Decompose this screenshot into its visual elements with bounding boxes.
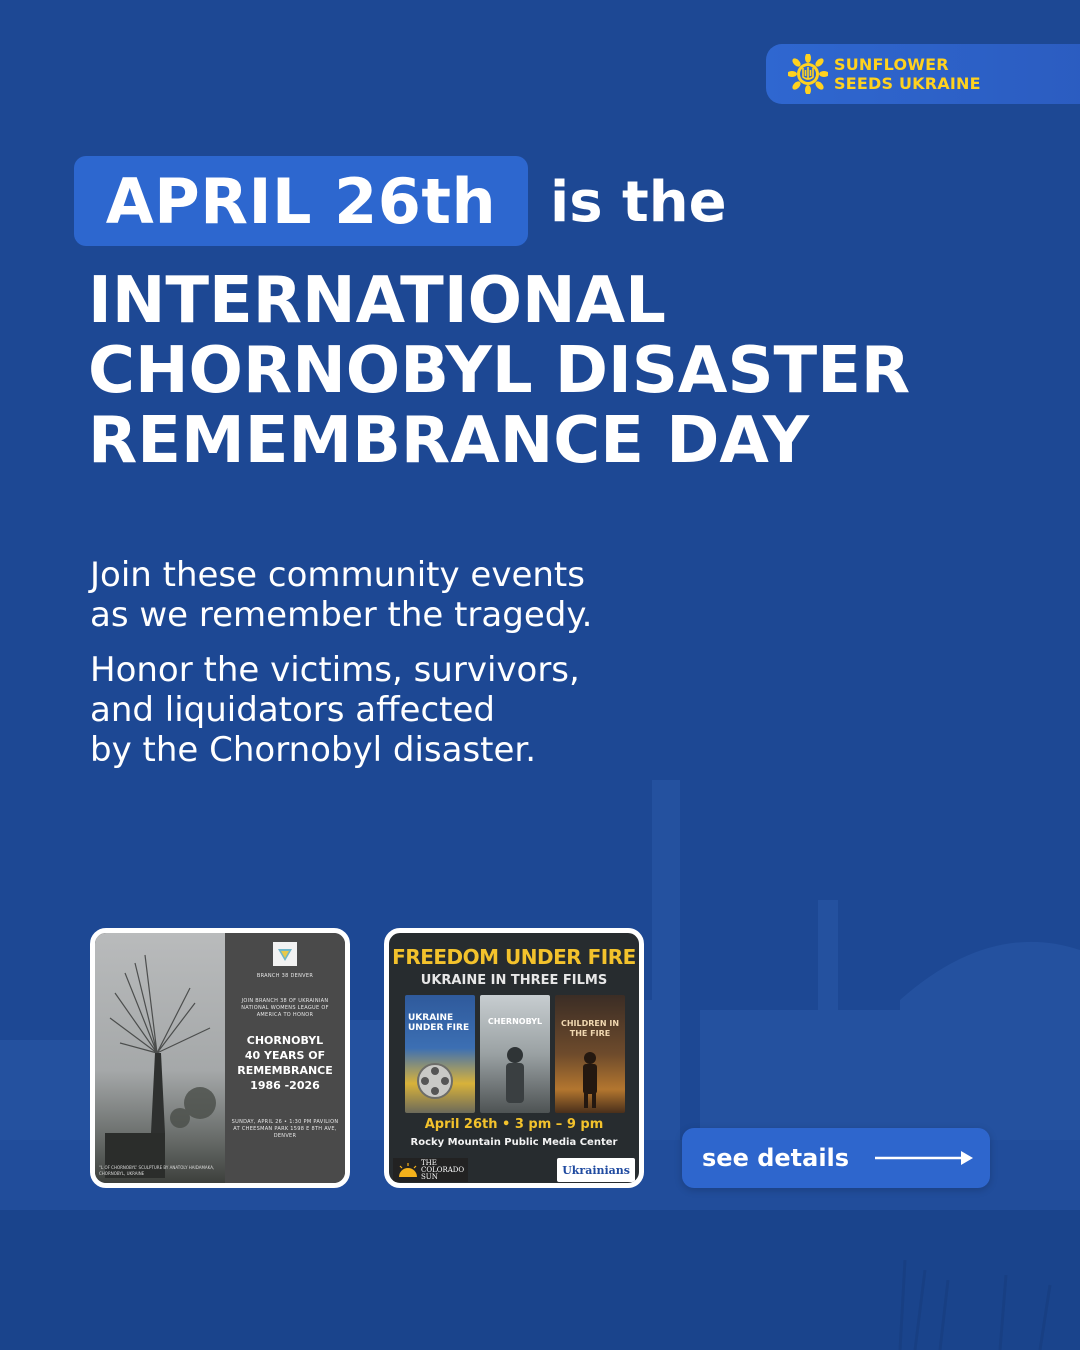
ukrainians-wordmark: Ukrainians bbox=[562, 1163, 630, 1177]
see-details-button[interactable] bbox=[682, 1128, 990, 1188]
film-title-3: CHILDREN IN THE FIRE bbox=[560, 1019, 620, 1038]
screening-time: April 26th • 3 pm – 9 pm bbox=[424, 1117, 604, 1132]
brand-line-2: SEEDS UKRAINE bbox=[834, 74, 981, 93]
film-poster-1 bbox=[405, 995, 475, 1113]
event-heading-line-1: CHORNOBYL bbox=[246, 1034, 324, 1047]
sunflower-trident-icon bbox=[788, 54, 828, 94]
film-poster-3 bbox=[555, 995, 625, 1113]
film-reel-icon bbox=[415, 1061, 455, 1101]
title-line-1: INTERNATIONAL bbox=[88, 264, 666, 338]
sun-text-line-1: THE bbox=[421, 1158, 437, 1167]
title-line-3: REMEMBRANCE DAY bbox=[88, 404, 810, 478]
screening-venue: Rocky Mountain Public Media Center bbox=[410, 1137, 618, 1148]
child-silhouette-icon bbox=[577, 1050, 603, 1110]
event-details: SUNDAY, APRIL 26 • 1:30 PM PAVILION AT CHEESMAN PARK 1598 E 8TH AVE, DENVER bbox=[231, 1119, 339, 1139]
film-title-1: UKRAINE UNDER FIRE bbox=[408, 1013, 470, 1033]
date-highlight bbox=[74, 156, 528, 246]
event-card-film-screening[interactable] bbox=[384, 928, 644, 1188]
film-series-subtitle: UKRAINE IN THREE FILMS bbox=[420, 973, 608, 988]
branch-label: BRANCH 38 DENVER bbox=[256, 973, 314, 979]
headline-connector: is the bbox=[550, 170, 727, 235]
sun-text-line-2: COLORADO bbox=[421, 1165, 465, 1174]
hazmat-figure-icon bbox=[502, 1045, 528, 1105]
event-info-panel bbox=[225, 933, 345, 1183]
event-intro: JOIN BRANCH 38 OF UKRAINIAN NATIONAL WOMENS LEAGUE OF AMERICA TO HONOR bbox=[241, 998, 329, 1018]
event-heading bbox=[225, 1033, 345, 1093]
sponsor-logos bbox=[389, 1157, 639, 1183]
colorado-sun-wordmark bbox=[421, 1160, 464, 1181]
honor-line-2: and liquidators affected bbox=[90, 690, 495, 730]
honor-line-3: by the Chornobyl disaster. bbox=[90, 730, 537, 770]
invitation-line-1: Join these community events bbox=[90, 555, 585, 595]
event-date: APRIL 26th bbox=[105, 164, 497, 238]
brand-name bbox=[834, 55, 981, 93]
see-details-label: see details bbox=[702, 1144, 850, 1172]
title-line-2: CHORNOBYL DISASTER bbox=[88, 334, 911, 408]
angel-sculpture-photo bbox=[95, 933, 225, 1183]
photo-credit: “L OF CHORNOBYL” SCULPTURE BY ANATOLY HAIDAMAKA, CHORNOBYL, UKRAINE bbox=[99, 1165, 215, 1176]
sun-text-line-3: SUN bbox=[421, 1172, 438, 1181]
invitation-paragraph bbox=[90, 555, 790, 635]
event-heading-line-2: 40 YEARS OF bbox=[244, 1049, 326, 1062]
event-heading-line-3: REMEMBRANCE bbox=[237, 1064, 333, 1077]
honor-line-1: Honor the victims, survivors, bbox=[90, 650, 580, 690]
unwla-logo-icon bbox=[272, 941, 298, 967]
event-card-remembrance[interactable] bbox=[90, 928, 350, 1188]
invitation-line-2: as we remember the tragedy. bbox=[90, 595, 593, 635]
honor-paragraph bbox=[90, 650, 790, 770]
brand-line-1: SUNFLOWER bbox=[834, 55, 949, 74]
page-title bbox=[88, 266, 1048, 476]
ukrainians-logo bbox=[557, 1158, 635, 1182]
film-series-title: FREEDOM UNDER FIRE bbox=[392, 945, 636, 969]
event-heading-line-4: 1986 -2026 bbox=[250, 1079, 320, 1092]
angel-sculpture-icon bbox=[95, 933, 225, 1183]
colorado-sun-logo bbox=[393, 1158, 468, 1182]
sun-icon bbox=[397, 1163, 419, 1177]
film-poster-2 bbox=[480, 995, 550, 1113]
brand-badge bbox=[766, 44, 1080, 104]
arrow-right-icon bbox=[873, 1148, 977, 1168]
film-title-2: CHERNOBYL bbox=[487, 1017, 543, 1026]
